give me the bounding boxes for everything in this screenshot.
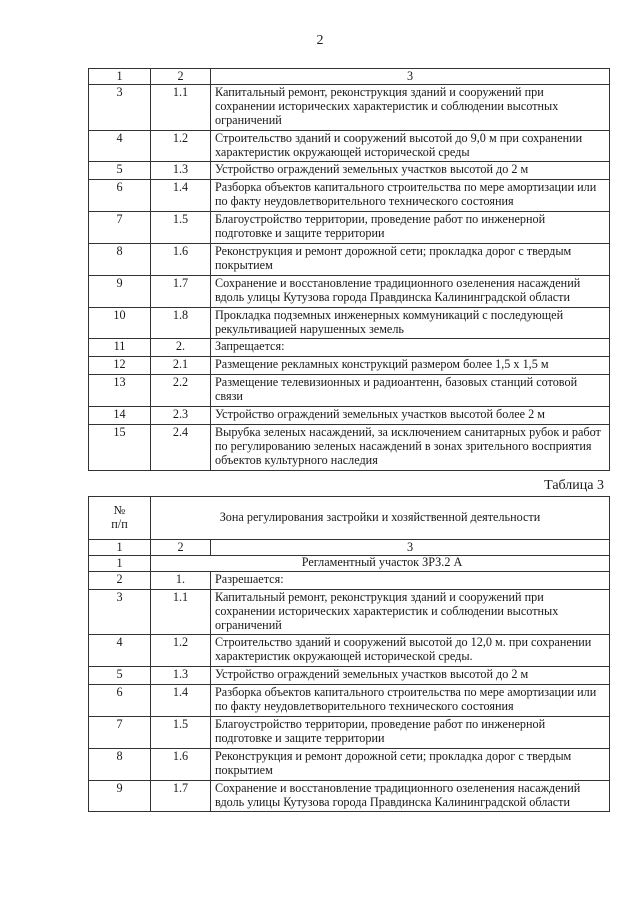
item-description: Реконструкция и ремонт дорожной сети; прокладка дорог с твердым покрытием (211, 243, 610, 275)
row-number: 7 (89, 716, 151, 748)
table-row (89, 357, 610, 375)
item-description: Капитальный ремонт, реконструкция зданий и сооружений при сохранении исторических характеристик и соблюдении высотных ограничений (211, 589, 610, 635)
row-number: 15 (89, 424, 151, 470)
row-number: 12 (89, 357, 151, 375)
row-number: 10 (89, 307, 151, 339)
table-row (89, 339, 610, 357)
table-caption: Таблица 3 (544, 478, 604, 493)
item-description: Строительство зданий и сооружений высотой до 12,0 м. при сохранении характеристик окружающей исторической среды. (211, 635, 610, 667)
item-number: 1.2 (151, 130, 211, 162)
item-description: Запрещается: (211, 339, 610, 357)
row-number: 9 (89, 275, 151, 307)
column-number-3: 3 (211, 69, 610, 85)
table-row (89, 130, 610, 162)
row-number: 6 (89, 180, 151, 212)
page-number: 2 (316, 33, 324, 48)
item-number: 1. (151, 571, 211, 589)
table-row (89, 424, 610, 470)
regulations-table-continued (88, 68, 610, 471)
item-number: 1.6 (151, 243, 211, 275)
column-number-3: 3 (211, 540, 610, 556)
table-header-row (89, 540, 610, 556)
table-row (89, 84, 610, 130)
item-description: Устройство ограждений земельных участков высотой более 2 м (211, 407, 610, 425)
row-number: 4 (89, 130, 151, 162)
row-number: 3 (89, 589, 151, 635)
item-number: 1.3 (151, 162, 211, 180)
row-number: 8 (89, 748, 151, 780)
item-description: Устройство ограждений земельных участков высотой до 2 м (211, 667, 610, 685)
table-title-row (89, 497, 610, 540)
table-row (89, 275, 610, 307)
section-row (89, 555, 610, 571)
item-number: 1.1 (151, 84, 211, 130)
column-number-1: 1 (89, 540, 151, 556)
table-row (89, 212, 610, 244)
item-description: Реконструкция и ремонт дорожной сети; прокладка дорог с твердым покрытием (211, 748, 610, 780)
table-row (89, 307, 610, 339)
item-description: Благоустройство территории, проведение работ по инженерной подготовке и защите территории (211, 212, 610, 244)
item-description: Благоустройство территории, проведение работ по инженерной подготовке и защите территории (211, 716, 610, 748)
item-number: 1.4 (151, 685, 211, 717)
column-number-1: 1 (89, 69, 151, 85)
item-number: 1.6 (151, 748, 211, 780)
item-description: Размещение телевизионных и радиоантенн, базовых станций сотовой связи (211, 375, 610, 407)
table-row (89, 635, 610, 667)
row-number: 5 (89, 162, 151, 180)
table-row (89, 748, 610, 780)
table-row (89, 716, 610, 748)
item-number: 1.8 (151, 307, 211, 339)
table-row (89, 162, 610, 180)
item-description: Разборка объектов капитального строительства по мере амортизации или по факту неудовлетворительного технического состояния (211, 180, 610, 212)
table-row (89, 780, 610, 812)
item-number: 1.1 (151, 589, 211, 635)
table-row (89, 407, 610, 425)
item-description: Сохранение и восстановление традиционного озеленения насаждений вдоль улицы Кутузова города Правдинска Калининградской области (211, 275, 610, 307)
item-number: 1.4 (151, 180, 211, 212)
item-description: Строительство зданий и сооружений высотой до 9,0 м при сохранении характеристик окружающей исторической среды (211, 130, 610, 162)
item-description: Разрешается: (211, 571, 610, 589)
item-number: 2.1 (151, 357, 211, 375)
row-number: 7 (89, 212, 151, 244)
row-number: 5 (89, 667, 151, 685)
section-title: Регламентный участок ЗРЗ.2 А (151, 555, 610, 571)
table-row (89, 571, 610, 589)
table-row (89, 589, 610, 635)
item-description: Сохранение и восстановление традиционного озеленения насаждений вдоль улицы Кутузова города Правдинска Калининградской области (211, 780, 610, 812)
item-number: 1.5 (151, 716, 211, 748)
column-number-2: 2 (151, 69, 211, 85)
table-row (89, 375, 610, 407)
item-description: Разборка объектов капитального строительства по мере амортизации или по факту неудовлетворительного технического состояния (211, 685, 610, 717)
table-row (89, 667, 610, 685)
item-number: 2.3 (151, 407, 211, 425)
item-number: 2.4 (151, 424, 211, 470)
item-number: 1.7 (151, 780, 211, 812)
table-row (89, 243, 610, 275)
row-number-header: № п/п (89, 497, 151, 540)
table-header-row (89, 69, 610, 85)
row-number: 6 (89, 685, 151, 717)
row-number: 4 (89, 635, 151, 667)
item-number: 1.7 (151, 275, 211, 307)
row-number: 8 (89, 243, 151, 275)
column-number-2: 2 (151, 540, 211, 556)
item-number: 1.2 (151, 635, 211, 667)
row-number: 13 (89, 375, 151, 407)
item-number: 1.5 (151, 212, 211, 244)
item-description: Капитальный ремонт, реконструкция зданий и сооружений при сохранении исторических характеристик и соблюдении высотных ограничений (211, 84, 610, 130)
row-number: 2 (89, 571, 151, 589)
row-number: 11 (89, 339, 151, 357)
item-description: Вырубка зеленых насаждений, за исключением санитарных рубок и работ по регулированию зеленых насаждений в зонах зрительного восприятия объектов культурного наследия (211, 424, 610, 470)
item-number: 1.3 (151, 667, 211, 685)
row-number: 3 (89, 84, 151, 130)
item-number: 2.2 (151, 375, 211, 407)
item-description: Размещение рекламных конструкций размером более 1,5 х 1,5 м (211, 357, 610, 375)
table-row (89, 685, 610, 717)
item-number: 2. (151, 339, 211, 357)
row-number: 9 (89, 780, 151, 812)
item-description: Прокладка подземных инженерных коммуникаций с последующей рекультивацией нарушенных земель (211, 307, 610, 339)
item-description: Устройство ограждений земельных участков высотой до 2 м (211, 162, 610, 180)
row-number: 14 (89, 407, 151, 425)
section-number: 1 (89, 555, 151, 571)
table-row (89, 180, 610, 212)
regulations-table-3 (88, 496, 610, 812)
zone-title-header: Зона регулирования застройки и хозяйственной деятельности (151, 497, 610, 540)
